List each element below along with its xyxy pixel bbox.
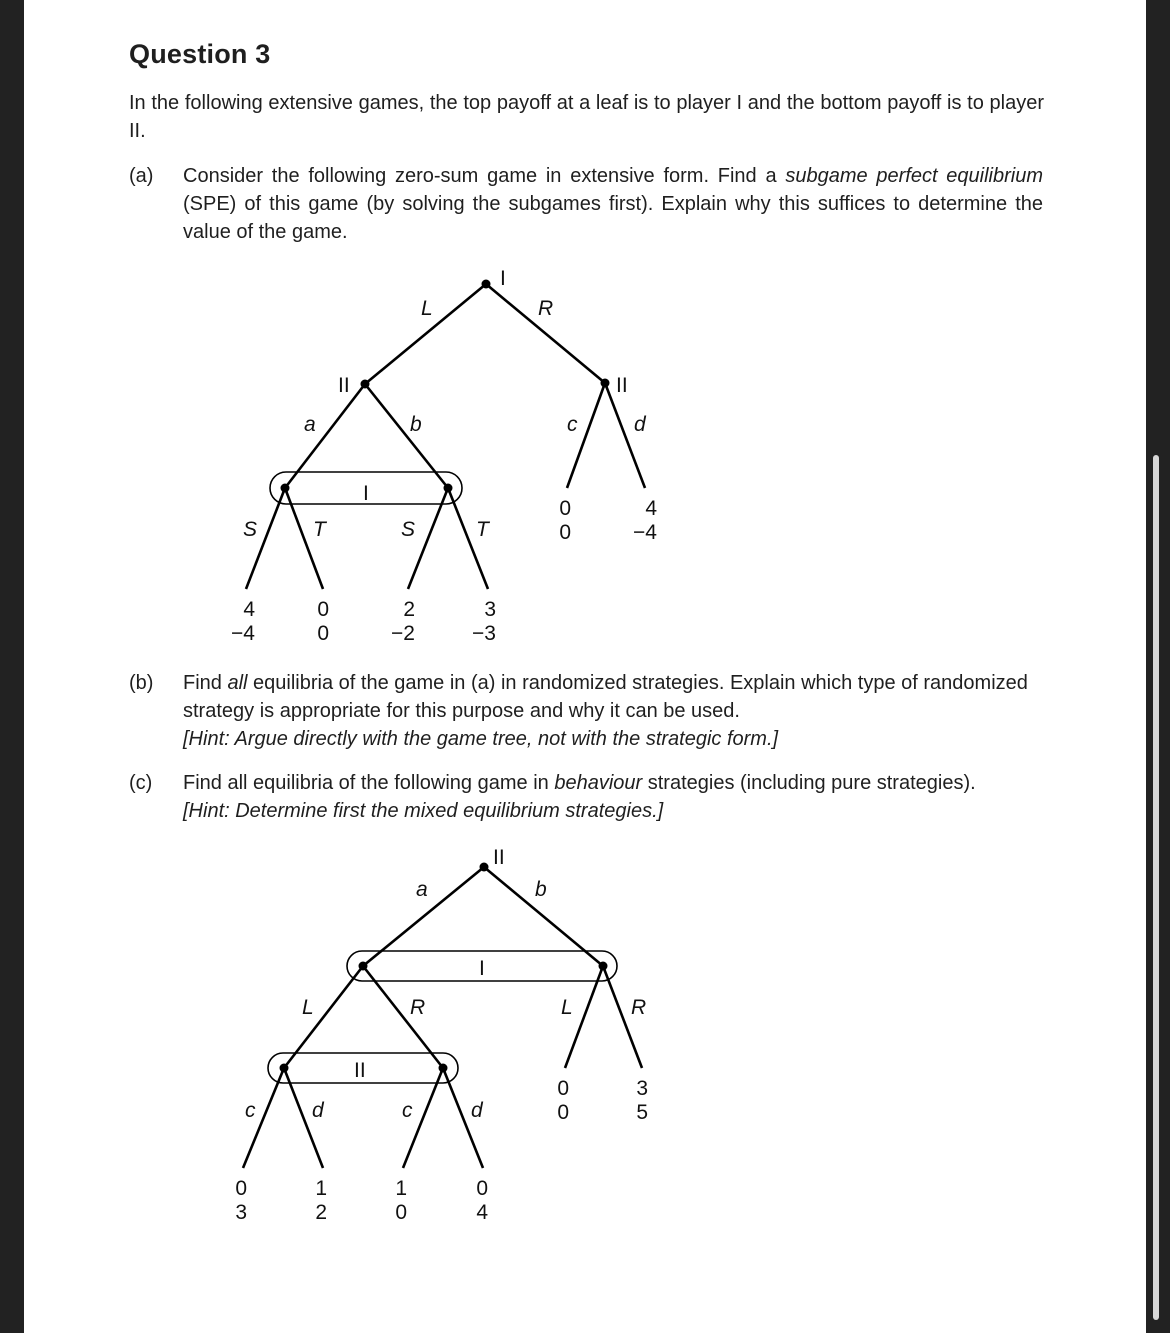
action-d1-c: d [312, 1099, 324, 1122]
player-I-infoset-c: I [479, 957, 485, 980]
action-c: c [567, 413, 578, 436]
part-a-emph: subgame perfect equilibrium [785, 165, 1043, 187]
action-S1: S [243, 518, 258, 541]
node-I-left-c [359, 962, 368, 971]
action-T1: T [313, 518, 326, 541]
part-c-text-1: Find all equilibria of the following game in [183, 772, 555, 794]
leaf-1-top: 4 [243, 598, 255, 621]
leaf-4-bottom: −3 [472, 622, 496, 645]
leaf-c1-top: 0 [235, 1177, 247, 1200]
intro-paragraph: In the following extensive games, the top payoff at a leaf is to player I and the bottom payoff is to player II. [129, 92, 1044, 142]
node-II-right-c [439, 1064, 448, 1073]
leaf-c5-top: 0 [557, 1077, 569, 1100]
leaf-c4-top: 0 [476, 1177, 488, 1200]
leaf-6-top: 4 [645, 497, 657, 520]
action-R1-c: R [410, 996, 426, 1019]
part-b-hint: [Hint: Argue directly with the game tree, not with the strategic form.] [183, 728, 779, 750]
leaf-6-bottom: −4 [633, 521, 657, 544]
node-II-left-c [280, 1064, 289, 1073]
action-S2: S [401, 518, 416, 541]
action-R: R [538, 297, 554, 320]
player-II-right: II [616, 374, 628, 397]
node-I-right-c [599, 962, 608, 971]
action-L2-c: L [561, 996, 573, 1019]
part-b-text-1: Find [183, 672, 228, 694]
question-title: Question 3 [129, 39, 271, 69]
action-d: d [634, 413, 646, 436]
action-c1-c: c [245, 1099, 256, 1122]
leaf-2-top: 0 [317, 598, 329, 621]
root-node-c [480, 863, 489, 872]
action-L: L [421, 297, 433, 320]
leaf-3-top: 2 [403, 598, 415, 621]
action-b-c: b [535, 878, 547, 901]
leaf-2-bottom: 0 [317, 622, 329, 645]
part-a-text-1: Consider the following zero-sum game in extensive form. Find a [183, 165, 786, 187]
part-c-text-2: strategies (including pure strategies). [642, 772, 976, 794]
leaf-c6-bottom: 5 [636, 1101, 648, 1124]
leaf-c2-bottom: 2 [315, 1201, 327, 1224]
leaf-3-bottom: −2 [391, 622, 415, 645]
leaf-c2-top: 1 [315, 1177, 327, 1200]
player-II-infoset-c: II [354, 1059, 366, 1082]
action-R2-c: R [631, 996, 647, 1019]
player-I-root: I [500, 267, 506, 290]
part-a-label: (a) [129, 165, 154, 187]
leaf-1-bottom: −4 [231, 622, 255, 645]
leaf-c3-top: 1 [395, 1177, 407, 1200]
action-c2-c: c [402, 1099, 413, 1122]
player-I-infoset: I [363, 482, 369, 505]
action-T2: T [476, 518, 489, 541]
part-a-text-2: (SPE) of this game (by solving the subgames first). Explain why this suffices to determine the value of the game. [183, 193, 1043, 243]
leaf-c5-bottom: 0 [557, 1101, 569, 1124]
action-L1-c: L [302, 996, 314, 1019]
part-b-emph: all [227, 672, 248, 694]
part-c-hint: [Hint: Determine first the mixed equilibrium strategies.] [183, 800, 664, 822]
leaf-c1-bottom: 3 [235, 1201, 247, 1224]
action-a-c: a [416, 878, 428, 901]
action-b: b [410, 413, 422, 436]
player-II-root: II [493, 846, 505, 869]
leaf-c6-top: 3 [636, 1077, 648, 1100]
part-c-label: (c) [129, 772, 153, 794]
player-II-left: II [338, 374, 350, 397]
part-b-text-2: equilibria of the game in (a) in randomized strategies. Explain which type of randomized strategy is appropriate for this purpose and why it can be used. [183, 672, 1028, 722]
leaf-c4-bottom: 4 [476, 1201, 488, 1224]
leaf-4-top: 3 [484, 598, 496, 621]
action-d2-c: d [471, 1099, 483, 1122]
action-a: a [304, 413, 316, 436]
part-b-label: (b) [129, 672, 154, 694]
part-c-emph: behaviour [554, 772, 643, 794]
leaf-5-top: 0 [559, 497, 571, 520]
leaf-c3-bottom: 0 [395, 1201, 407, 1224]
leaf-5-bottom: 0 [559, 521, 571, 544]
